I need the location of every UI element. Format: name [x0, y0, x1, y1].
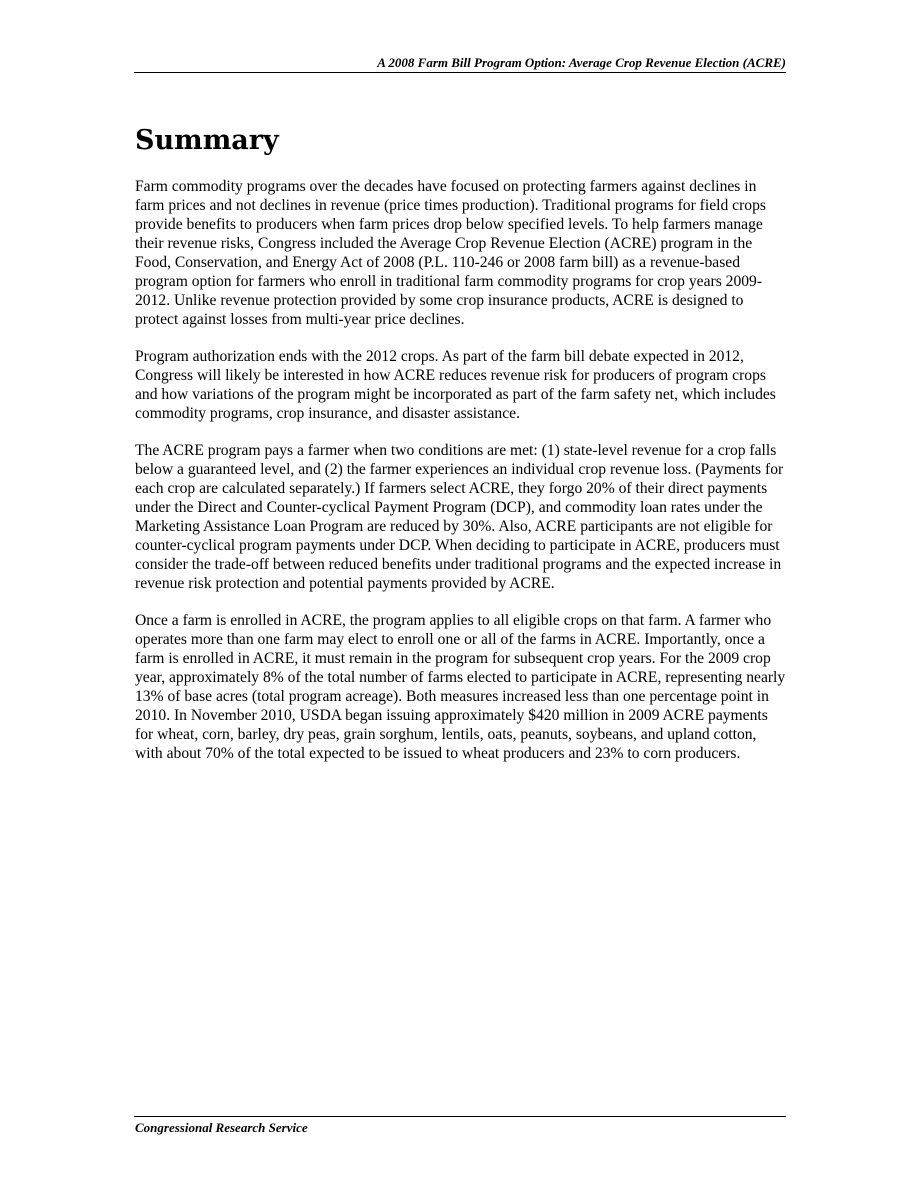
header-divider	[134, 72, 786, 73]
summary-body	[135, 177, 787, 781]
summary-paragraph-1: Farm commodity programs over the decades have focused on protecting farmers against declines in farm prices and not declines in revenue (price times production). Traditional programs for field crops provide benefits to producers when farm prices drop below specified levels. To help farmers manage their revenue risks, Congress included the Average Crop Revenue Election (ACRE) program in the Food, Conservation, and Energy Act of 2008 (P.L. 110-246 or 2008 farm bill) as a revenue-based program option for farmers who enroll in traditional farm commodity programs for crop years 2009-2012. Unlike revenue protection provided by some crop insurance products, ACRE is designed to protect against losses from multi-year price declines.	[135, 178, 766, 328]
footer-organization: Congressional Research Service	[135, 1120, 308, 1135]
summary-paragraph-4: Once a farm is enrolled in ACRE, the program applies to all eligible crops on that farm. A farmer who operates more than one farm may elect to enroll one or all of the farms in ACRE. Importantly, once a farm is enrolled in ACRE, it must remain in the program for subsequent crop years. For the 2009 crop year, approximately 8% of the total number of farms elected to participate in ACRE, representing nearly 13% of base acres (total program acreage). Both measures increased less than one percentage point in 2010. In November 2010, USDA began issuing approximately $420 million in 2009 ACRE payments for wheat, corn, barley, dry peas, grain sorghum, lentils, oats, peanuts, soybeans, and upland cotton, with about 70% of the total expected to be issued to wheat producers and 23% to corn producers.	[135, 612, 786, 762]
page-title: Summary	[135, 125, 279, 156]
summary-paragraph-2: Program authorization ends with the 2012 crops. As part of the farm bill debate expected in 2012, Congress will likely be interested in how ACRE reduces revenue risk for producers of program crops and how variations of the program might be incorporated as part of the farm safety net, which includes commodity programs, crop insurance, and disaster assistance.	[135, 348, 776, 422]
footer-divider	[134, 1116, 786, 1117]
summary-paragraph-3: The ACRE program pays a farmer when two conditions are met: (1) state-level revenue for a crop falls below a guaranteed level, and (2) the farmer experiences an individual crop revenue loss. (Payments for each crop are calculated separately.) If farmers select ACRE, they forgo 20% of their direct payments under the Direct and Counter-cyclical Payment Program (DCP), and commodity loan rates under the Marketing Assistance Loan Program are reduced by 30%. Also, ACRE participants are not eligible for counter-cyclical program payments under DCP. When deciding to participate in ACRE, producers must consider the trade-off between reduced benefits under traditional programs and the expected increase in revenue risk protection and potential payments provided by ACRE.	[135, 442, 784, 592]
running-header: A 2008 Farm Bill Program Option: Average Crop Revenue Election (ACRE)	[377, 55, 786, 70]
